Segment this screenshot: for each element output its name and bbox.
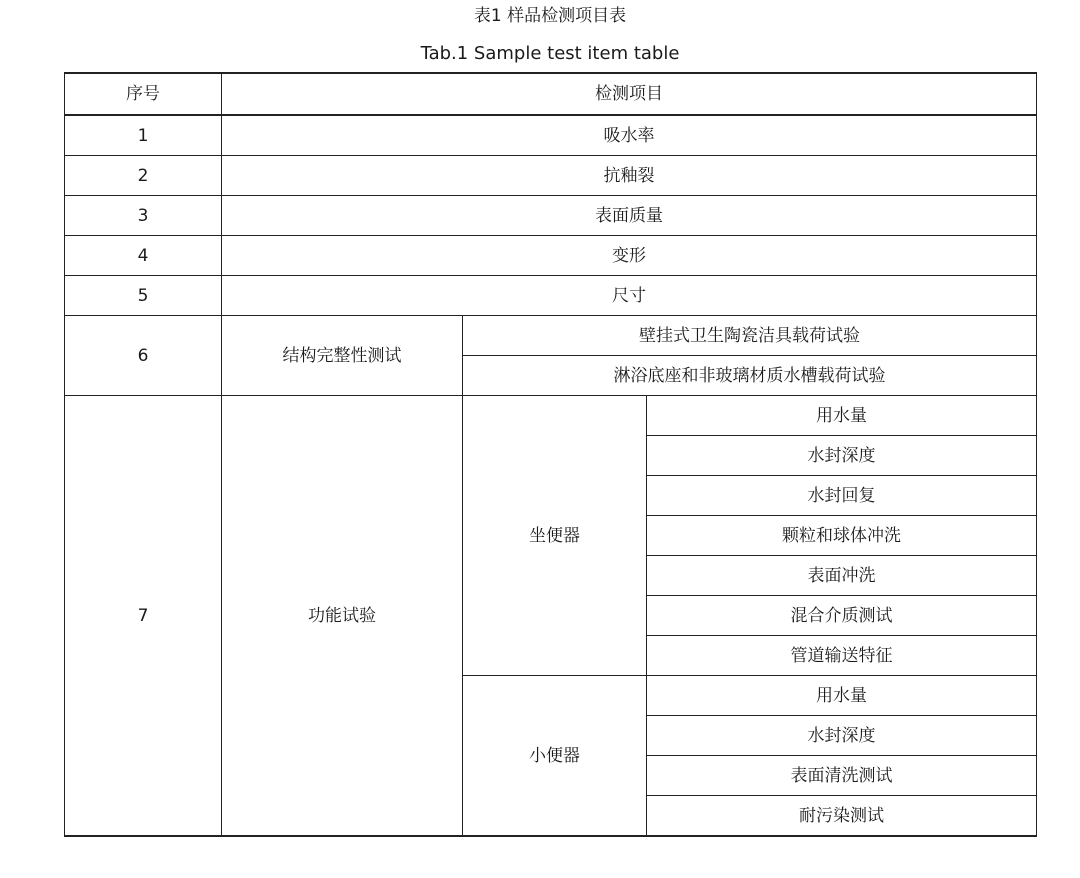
row-item: 淋浴底座和非玻璃材质水槽载荷试验 <box>463 356 1037 396</box>
header-item: 检测项目 <box>222 73 1037 115</box>
row-item: 水封深度 <box>647 436 1037 476</box>
row-item: 用水量 <box>647 676 1037 716</box>
row-item: 吸水率 <box>222 115 1037 156</box>
row-item: 用水量 <box>647 396 1037 436</box>
row-no: 4 <box>65 236 222 276</box>
table-caption-en: Tab.1 Sample test item table <box>420 43 680 64</box>
row-item: 抗釉裂 <box>222 156 1037 196</box>
row-item: 表面冲洗 <box>647 556 1037 596</box>
header-no: 序号 <box>65 73 222 115</box>
row-no: 7 <box>65 396 222 837</box>
table-row <box>65 276 1037 316</box>
row-item: 耐污染测试 <box>647 796 1037 837</box>
row-no: 3 <box>65 196 222 236</box>
row-no: 6 <box>65 316 222 396</box>
table-row <box>65 236 1037 276</box>
table-caption-cn: 表1 样品检测项目表 <box>473 6 627 26</box>
row-item: 水封深度 <box>647 716 1037 756</box>
row-item: 表面清洗测试 <box>647 756 1037 796</box>
row-item: 尺寸 <box>222 276 1037 316</box>
table-row <box>65 396 1037 436</box>
table-row <box>65 156 1037 196</box>
row-group: 结构完整性测试 <box>222 316 463 396</box>
row-subgroup: 小便器 <box>463 676 647 837</box>
row-group: 功能试验 <box>222 396 463 837</box>
row-item: 壁挂式卫生陶瓷洁具载荷试验 <box>463 316 1037 356</box>
row-item: 表面质量 <box>222 196 1037 236</box>
row-no: 2 <box>65 156 222 196</box>
row-no: 1 <box>65 115 222 156</box>
row-no: 5 <box>65 276 222 316</box>
table-row <box>65 115 1037 156</box>
row-item: 水封回复 <box>647 476 1037 516</box>
row-item: 混合介质测试 <box>647 596 1037 636</box>
row-item: 颗粒和球体冲洗 <box>647 516 1037 556</box>
row-item: 变形 <box>222 236 1037 276</box>
row-subgroup: 坐便器 <box>463 396 647 676</box>
table-row <box>65 316 1037 356</box>
sample-test-item-table <box>64 72 1037 837</box>
table-header-row <box>65 73 1037 115</box>
table-row <box>65 196 1037 236</box>
row-item: 管道输送特征 <box>647 636 1037 676</box>
